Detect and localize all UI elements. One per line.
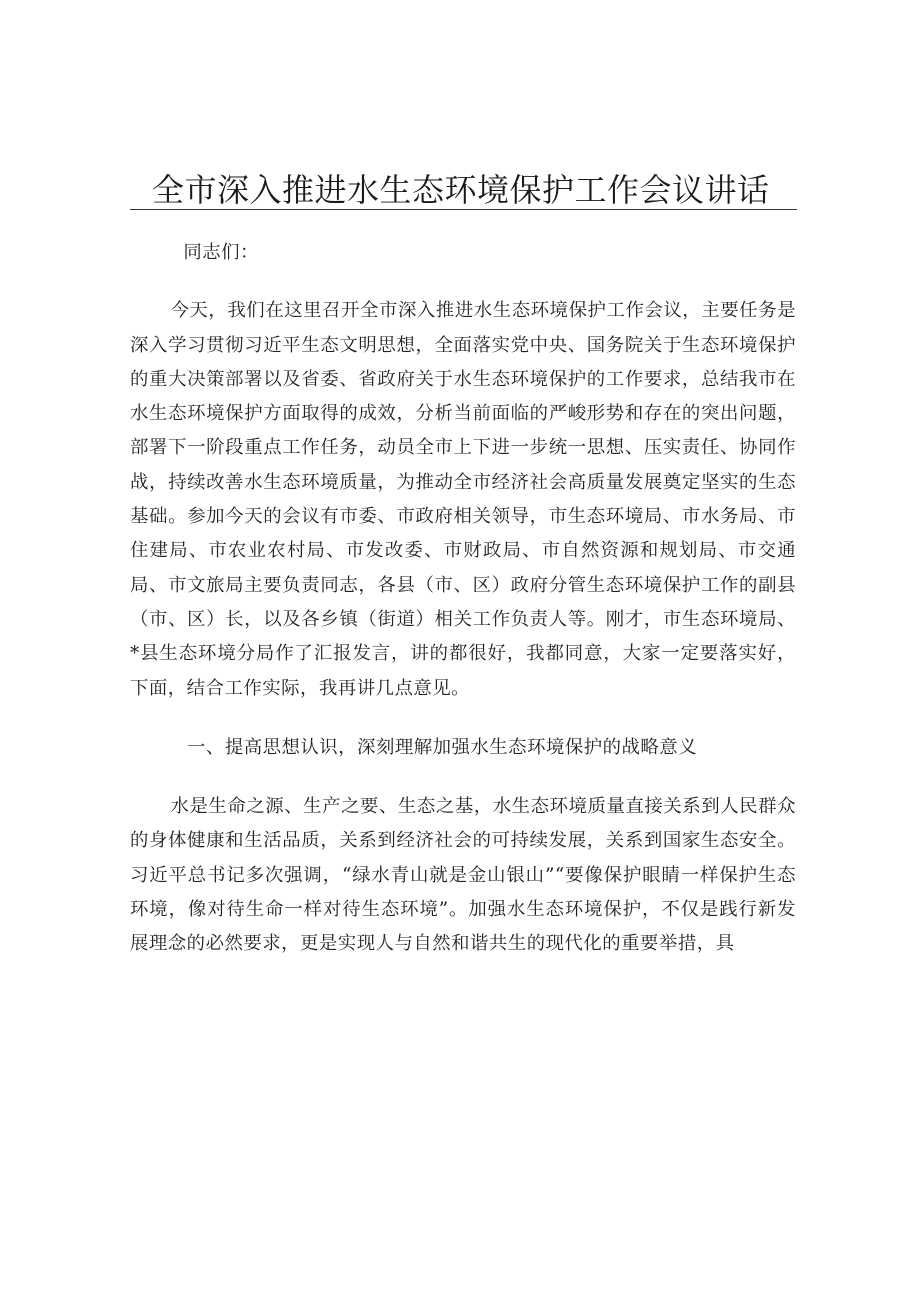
section-paragraph: 水是生命之源、生产之要、生态之基，水生态环境质量直接关系到人民群众的身体健康和生活品质，关系到经济社会的可持续发展，关系到国家生态安全。习近平总书记多次强调，“绿水青山就是金山银山”“要像保护眼睛一样保护生态环境，像对待生命一样对待生态环境”。加强水生态环境保护，不仅是践行新发展理念的必然要求，更是实现人与自然和谐共生的现代化的重要举措，具 (130, 796, 796, 955)
title-underline (130, 209, 797, 210)
document-title: 全市深入推进水生态环境保护工作会议讲话 (152, 171, 770, 209)
section-heading: 一、提高思想认识，深刻理解加强水生态环境保护的战略意义 (187, 736, 698, 758)
body-paragraph: 今天，我们在这里召开全市深入推进水生态环境保护工作会议，主要任务是深入学习贯彻习近平生态文明思想，全面落实党中央、国务院关于生态环境保护的重大决策部署以及省委、省政府关于水生态环境保护的工作要求，总结我市在水生态环境保护方面取得的成效，分析当前面临的严峻形势和存在的突出问题，部署下一阶段重点工作任务，动员全市上下进一步统一思想、压实责任、协同作战，持续改善水生态环境质量，为推动全市经济社会高质量发展奠定坚实的生态基础。参加今天的会议有市委、市政府相关领导，市生态环境局、市水务局、市住建局、市农业农村局、市发改委、市财政局、市自然资源和规划局、市交通局、市文旅局主要负责同志，各县（市、区）政府分管生态环境保护工作的副县（市、区）长，以及各乡镇（街道）相关工作负责人等。刚才，市生态环境局、*县生态环境分局作了汇报发言，讲的都很好，我都同意，大家一定要落实好，下面，结合工作实际，我再讲几点意见。 (130, 300, 796, 699)
salutation: 同志们： (183, 242, 259, 263)
document-body (130, 236, 796, 962)
